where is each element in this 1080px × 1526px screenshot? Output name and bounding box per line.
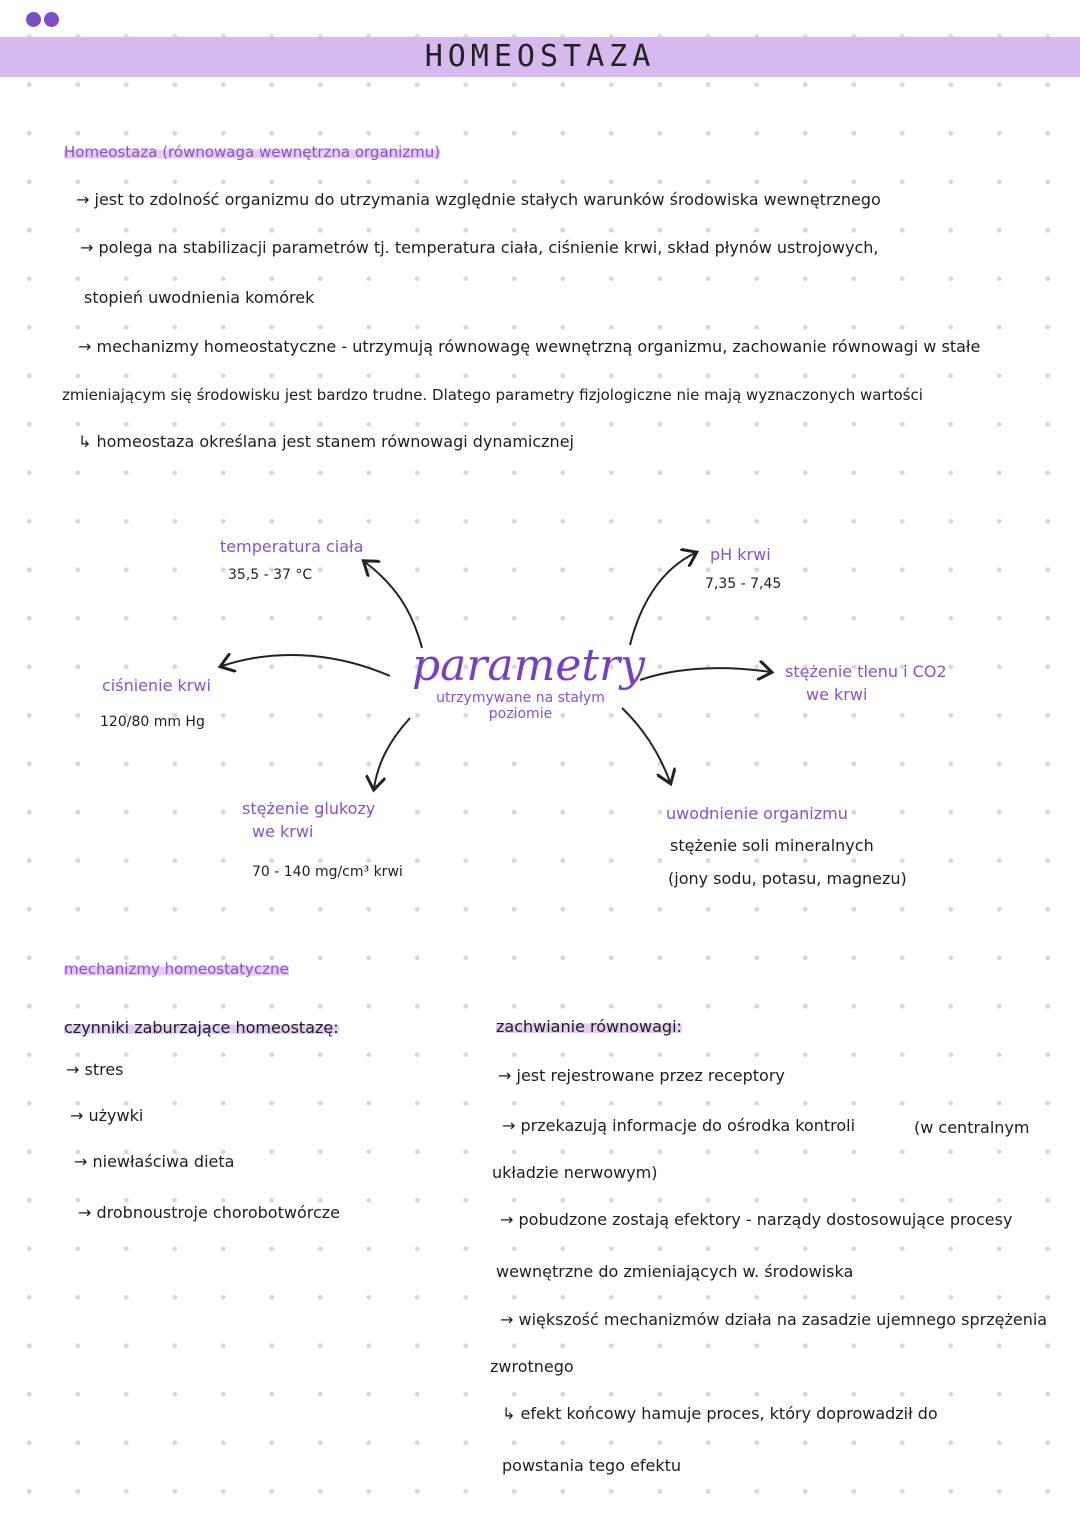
gases-label: stężenie tlenu i CO2 xyxy=(785,662,947,681)
arrow-glucose xyxy=(374,718,410,788)
disruption-line-8: ↳ efekt końcowy hamuje proces, który doprowadził do xyxy=(502,1404,938,1423)
intro-line-6: ↳ homeostaza określana jest stanem równowagi dynamicznej xyxy=(78,432,574,451)
disruption-heading: zachwianie równowagi: xyxy=(496,1017,682,1036)
intro-heading: Homeostaza (równowaga wewnętrzna organizmu) xyxy=(64,143,441,161)
hydration-line-2: stężenie soli mineralnych xyxy=(670,836,874,855)
temperature-label: temperatura ciała xyxy=(220,537,364,556)
glucose-label: stężenie glukozy xyxy=(242,799,376,818)
intro-line-4: → mechanizmy homeostatyczne - utrzymują równowagę wewnętrzną organizmu, zachowanie równowagi w stałe xyxy=(78,337,981,356)
intro-line-5: zmieniającym się środowisku jest bardzo trudne. Dlatego parametry fizjologiczne nie mają wyznaczonych wartości xyxy=(62,386,923,404)
diagram-center-title: parametry xyxy=(412,640,645,691)
arrow-pressure xyxy=(222,655,390,676)
hydration-label: uwodnienie organizmu xyxy=(666,804,848,823)
intro-line-2: → polega na stabilizacji parametrów tj. temperatura ciała, ciśnienie krwi, skład płynów ustrojowych, xyxy=(80,238,879,257)
factors-heading: czynniki zaburzające homeostazę: xyxy=(64,1018,339,1037)
disruption-line-9: powstania tego efektu xyxy=(502,1456,682,1475)
disruption-line-5: wewnętrzne do zmieniających w. środowiska xyxy=(496,1262,854,1281)
ph-value: 7,35 - 7,45 xyxy=(705,576,782,592)
pressure-label: ciśnienie krwi xyxy=(102,676,211,695)
glucose-value: 70 - 140 mg/cm³ krwi xyxy=(252,864,403,880)
factor-item-1: → stres xyxy=(66,1060,124,1079)
factor-item-4: → drobnoustroje chorobotwórcze xyxy=(78,1203,340,1222)
arrow-hydration xyxy=(622,708,670,782)
diagram-center-subtitle: utrzymywane na stałym poziomie xyxy=(436,690,605,722)
disruption-line-2: → przekazują informacje do ośrodka kontroli xyxy=(502,1116,856,1135)
disruption-line-3: układzie nerwowym) xyxy=(492,1163,658,1182)
hydration-line-3: (jony sodu, potasu, magnezu) xyxy=(668,869,907,888)
ph-label: pH krwi xyxy=(710,545,771,564)
disruption-line-4: → pobudzone zostają efektory - narządy dostosowujące procesy xyxy=(500,1210,1013,1229)
mechanisms-heading: mechanizmy homeostatyczne xyxy=(64,960,289,978)
intro-line-1: → jest to zdolność organizmu do utrzymania względnie stałych warunków środowiska wewnętrznego xyxy=(76,190,881,209)
factor-item-3: → niewłaściwa dieta xyxy=(74,1152,235,1171)
intro-line-3: stopień uwodnienia komórek xyxy=(84,288,315,307)
arrow-ph xyxy=(630,553,695,645)
disruption-line-6: → większość mechanizmów działa na zasadzie ujemnego sprzężenia xyxy=(500,1310,1048,1329)
page-title: HOMEOSTAZA xyxy=(424,39,656,74)
arrow-temperature xyxy=(365,562,422,648)
disruption-line-2b: (w centralnym xyxy=(914,1118,1030,1137)
disruption-line-7: zwrotnego xyxy=(490,1357,574,1376)
arrow-gases xyxy=(640,668,770,680)
disruption-line-1: → jest rejestrowane przez receptory xyxy=(498,1066,785,1085)
factor-item-2: → używki xyxy=(70,1106,144,1125)
gases-label-2: we krwi xyxy=(806,685,868,704)
glucose-label-2: we krwi xyxy=(252,822,314,841)
pressure-value: 120/80 mm Hg xyxy=(100,714,205,730)
temperature-value: 35,5 - 37 °C xyxy=(228,567,313,583)
